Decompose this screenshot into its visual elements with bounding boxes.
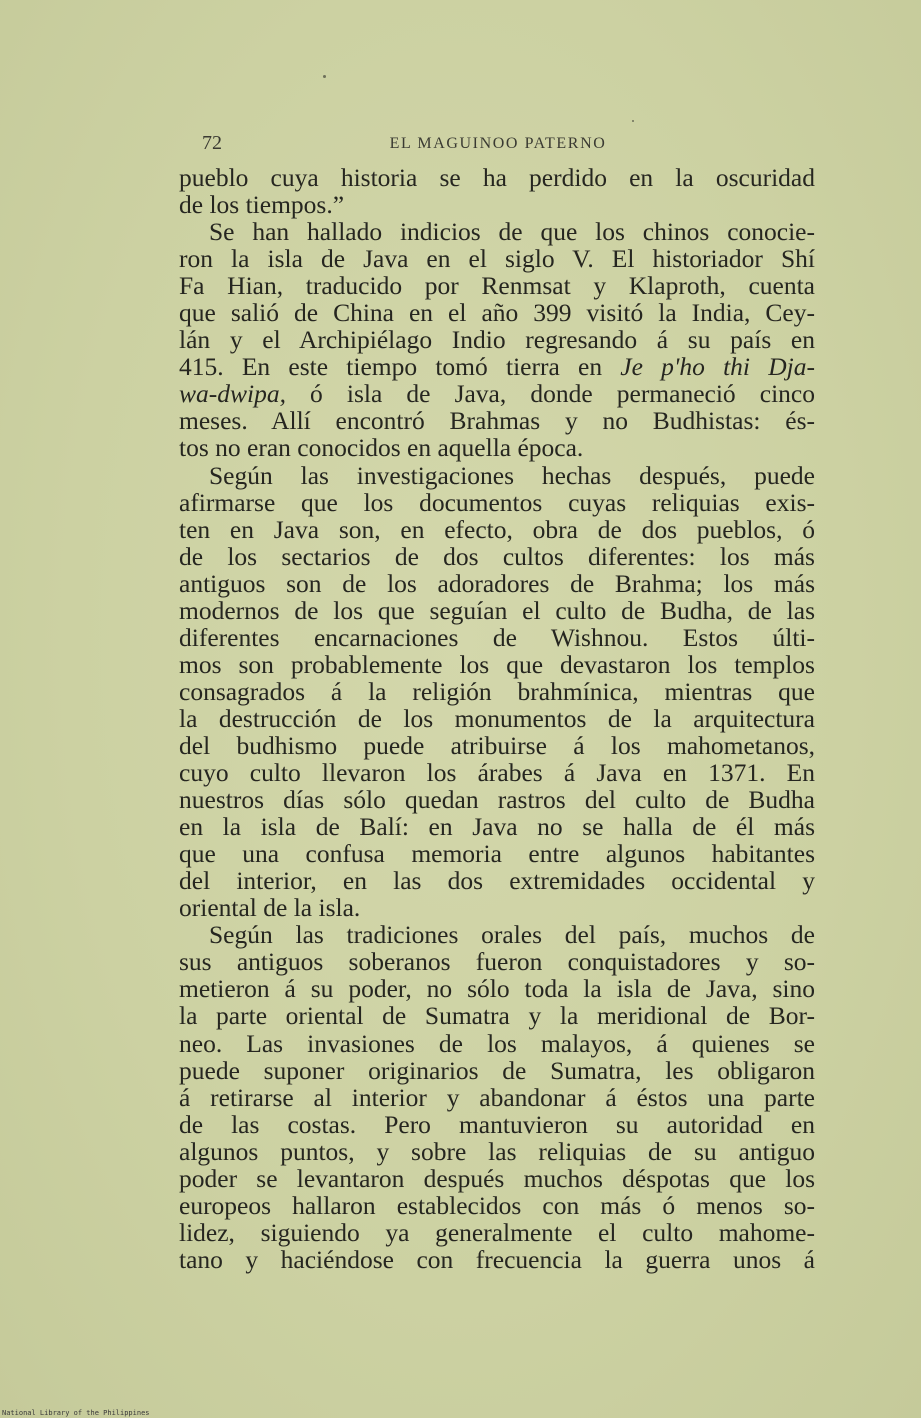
text-line: de las costas. Pero mantuvieron su autoridad en [179,1109,815,1139]
page-header [180,132,816,156]
text-line: á retirarse al interior y abandonar á éstos una parte [179,1082,815,1112]
text-line: europeos hallaron establecidos con más ó menos so- [179,1190,815,1220]
text-line: consagrados á la religión brahmínica, mientras que [179,676,815,706]
italic-phrase: wa-dwipa, [179,379,286,409]
text-segment: 415. En este tiempo tomó tierra en [179,352,621,382]
text-line: ten en Java son, en efecto, obra de dos pueblos, ó [179,514,815,544]
text-line: mos son probablemente los que devastaron los templos [179,649,815,679]
text-line [179,380,815,407]
text-line: metieron á su poder, no sólo toda la isla de Java, sino [179,974,815,1004]
text-line: de los tiempos.” [179,190,345,220]
text-line: pueblo cuya historia se ha perdido en la oscuridad [179,163,815,192]
text-line: Según las tradiciones orales del país, muchos de [209,920,815,950]
text-line: la parte oriental de Sumatra y la meridional de Bor- [179,1001,815,1031]
running-title: EL MAGUINOO PATERNO [389,135,607,152]
italic-phrase: Je p'ho thi Dja- [620,352,815,382]
text-line: que salió de China en el año 399 visitó la India, Cey- [179,298,815,328]
text-line: meses. Allí encontró Brahmas y no Budhistas: és- [179,406,815,436]
text-line: diferentes encarnaciones de Wishnou. Estos últi- [179,622,815,652]
paper-speck [632,120,634,122]
text-line: de los sectarios de dos cultos diferentes: los más [179,541,815,571]
text-line: Fa Hian, traducido por Renmsat y Klaproth, cuenta [179,271,815,301]
text-line: en la isla de Balí: en Java no se halla de él más [179,812,815,842]
text-line: ron la isla de Java en el siglo V. El historiador Shí [179,244,815,274]
text-line: puede suponer originarios de Sumatra, les obligaron [179,1055,815,1085]
text-line: que una confusa memoria entre algunos habitantes [179,839,815,869]
text-line: algunos puntos, y sobre las reliquias de su antiguo [179,1136,815,1166]
body-text [179,164,815,1273]
text-line: modernos de los que seguían el culto de Budha, de las [179,595,815,625]
text-line: lidez, siguiendo ya generalmente el culto mahome- [179,1217,815,1247]
text-line: tos no eran conocidos en aquella época. [179,433,584,463]
text-line: Se han hallado indicios de que los chinos conocie- [209,217,815,247]
page-number: 72 [202,132,222,154]
text-segment: ó isla de Java, donde permaneció cinco [285,379,815,409]
text-line: poder se levantaron después muchos déspotas que los [179,1163,815,1193]
text-line: lán y el Archipiélago Indio regresando á su país en [179,325,815,355]
text-line: del interior, en las dos extremidades occidental y [179,866,815,896]
text-line: neo. Las invasiones de los malayos, á quienes se [179,1028,815,1058]
text-line: cuyo culto llevaron los árabes á Java en 1371. En [179,758,815,788]
text-line: afirmarse que los documentos cuyas reliquias exis- [179,487,815,517]
text-line: Según las investigaciones hechas después, puede [209,460,815,490]
text-line: tano y haciéndose con frecuencia la guerra unos á [179,1244,815,1274]
text-line: la destrucción de los monumentos de la arquitectura [179,703,815,733]
text-line: antiguos son de los adoradores de Brahma; los más [179,568,815,598]
text-line: sus antiguos soberanos fueron conquistadores y so- [179,947,815,977]
text-line [179,353,815,380]
text-line: oriental de la isla. [179,893,361,923]
paper-speck [323,75,326,78]
library-credit: National Library of the Philippines [2,1409,150,1417]
text-line: nuestros días sólo quedan rastros del culto de Budha [179,785,815,815]
text-line: del budhismo puede atribuirse á los mahometanos, [179,730,815,760]
